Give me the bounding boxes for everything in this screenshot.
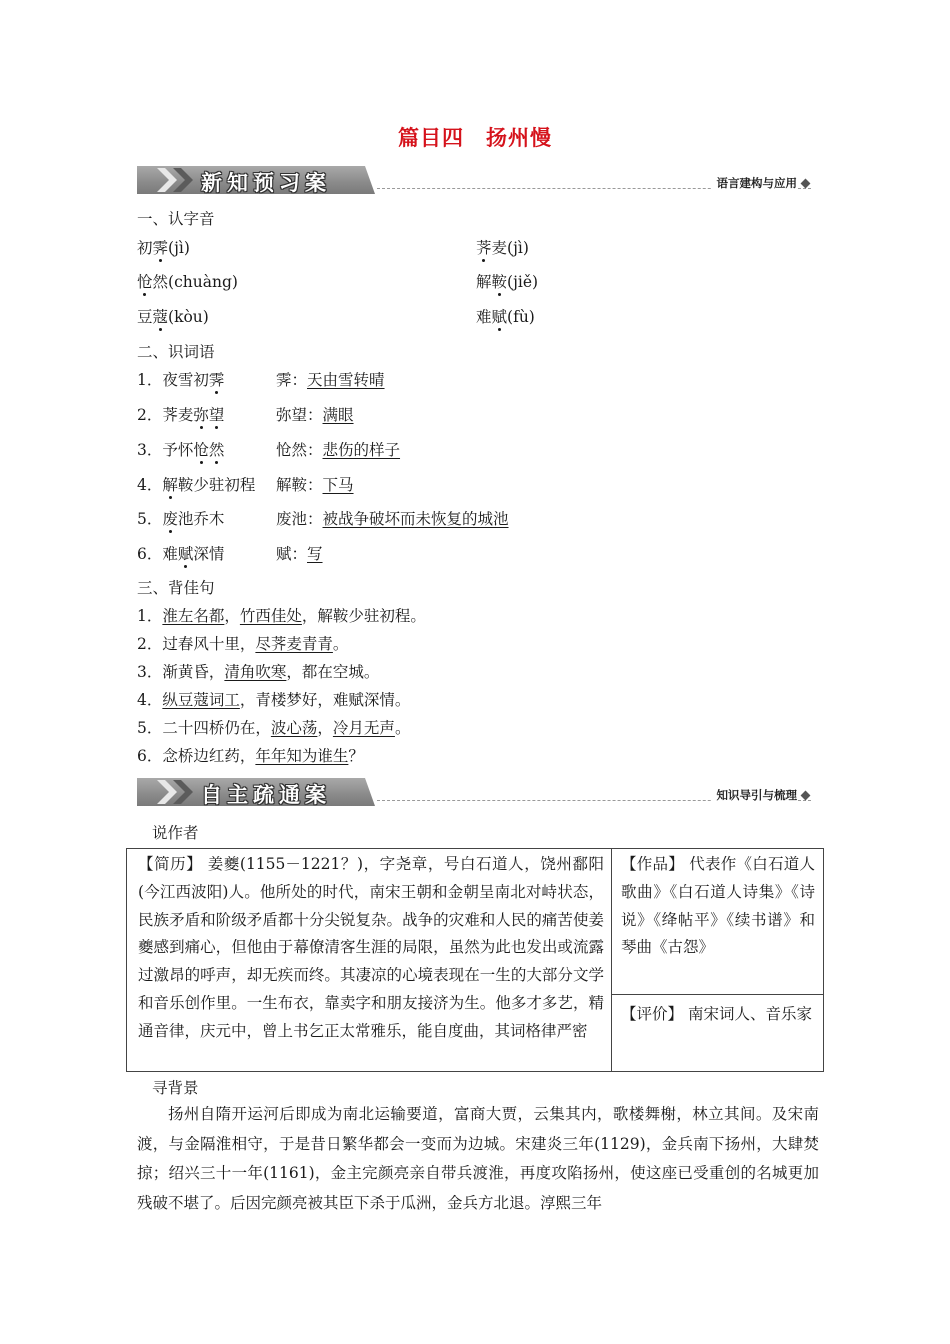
pinyin-item: 初霁(jì) — [137, 239, 190, 257]
eval-cell: 【评价】 南宋词人、音乐家 — [621, 1005, 812, 1023]
banner-subtitle: 语言建构与应用 — [711, 175, 798, 191]
section-banner-study — [137, 778, 811, 806]
pinyin-item: 解鞍(jiě) — [476, 273, 539, 291]
banner-label: 自主疏通案 — [201, 783, 331, 807]
bio-cell: 【简历】 姜夔(1155－1221？)，字尧章，号白石道人，饶州鄱阳(今江西波阳)人。他所处的时代，南宋王朝和金朝呈南北对峙状态，民族矛盾和阶级矛盾都十分尖锐复杂。战争的灾难和人民的痛苦使姜夔感到痛心，但他由于幕僚清客生涯的局限，虽然为此也发出或流露过激昂的呼声，却无疾而终。其凄凉的心境表现在一生的大部分文学和音乐创作里。一生布衣，靠卖字和朋友接济为生。他多才多艺，精通音律，庆元中，曾上书乞正太常雅乐，能自度曲，其词格律严密 — [138, 855, 604, 1040]
diamond-icon — [801, 791, 811, 801]
subsection-heading: 寻背景 — [152, 1079, 199, 1097]
diamond-icon — [801, 179, 811, 189]
page-title: 篇目四 扬州慢 — [398, 126, 552, 150]
verse-line: 5．二十四桥仍在，波心荡，冷月无声。 — [137, 719, 411, 737]
verse-line: 4．纵豆蔻词工，青楼梦好，难赋深情。 — [137, 691, 411, 709]
vocab-meaning: 赋：写 — [276, 545, 323, 563]
vocab-item: 5．废池乔木 — [137, 510, 225, 528]
verse-line: 1．淮左名都，竹西佳处，解鞍少驻初程。 — [137, 607, 426, 625]
pinyin-item: 荠麦(jì) — [476, 239, 529, 257]
vocab-item: 1．夜雪初霁 — [137, 371, 225, 389]
vocab-meaning: 弥望：满眼 — [276, 406, 354, 424]
vocab-meaning: 霁：天由雪转晴 — [276, 371, 385, 389]
vocab-item: 4．解鞍少驻初程 — [137, 476, 256, 494]
section-heading: 一、认字音 — [137, 210, 215, 228]
verse-line: 6．念桥边红药，年年知为谁生？ — [137, 747, 364, 765]
vocab-meaning: 解鞍：下马 — [276, 476, 354, 494]
pinyin-item: 怆然(chuàng) — [137, 273, 238, 291]
section-heading: 二、识词语 — [137, 343, 215, 361]
vocab-item: 2．荠麦弥望 — [137, 406, 225, 424]
banner-subtitle: 知识导引与梳理 — [711, 787, 798, 803]
subsection-heading: 说作者 — [152, 824, 199, 842]
pinyin-item: 豆蔻(kòu) — [137, 308, 209, 326]
verse-line: 3．渐黄昏，清角吹寒，都在空城。 — [137, 663, 380, 681]
vocab-meaning: 怆然：悲伤的样子 — [276, 441, 401, 459]
section-banner-preview — [137, 166, 811, 194]
works-cell: 【作品】 代表作《白石道人歌曲》《白石道人诗集》《诗说》《绛帖平》《续书谱》和琴曲《古怨》 — [621, 855, 815, 957]
banner-label: 新知预习案 — [201, 171, 331, 195]
background-paragraph: 扬州自隋开运河后即成为南北运输要道，富商大贾，云集其内，歌楼舞榭，林立其间。及宋南渡，与金隔淮相守，于是昔日繁华都会一变而为边城。宋建炎三年(1129)，金兵南下扬州，大肆焚掠；绍兴三十一年(1161)，金主完颜亮亲自带兵渡淮，再度攻陷扬州，使这座已受重创的名城更加残破不堪了。后因完颜亮被其臣下杀于瓜洲，金兵方北退。淳熙三年 — [137, 1105, 819, 1212]
vocab-meaning: 废池：被战争破坏而未恢复的城池 — [276, 510, 509, 528]
vocab-item: 3．予怀怆然 — [137, 441, 225, 459]
section-heading: 三、背佳句 — [137, 579, 215, 597]
verse-line: 2．过春风十里，尽荠麦青青。 — [137, 635, 349, 653]
author-table — [126, 848, 824, 1072]
pinyin-item: 难赋(fù) — [476, 308, 535, 326]
vocab-item: 6．难赋深情 — [137, 545, 225, 563]
